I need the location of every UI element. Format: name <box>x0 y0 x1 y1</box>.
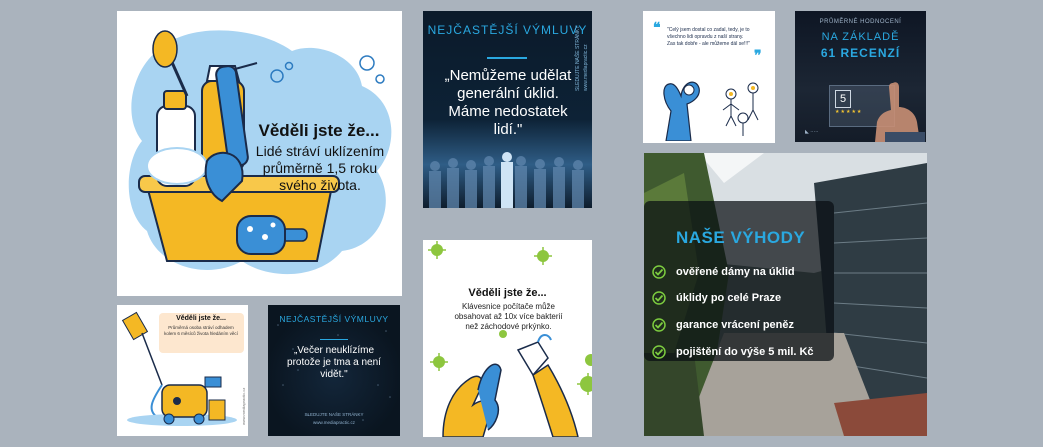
footer-url: www.mediapractic.cz <box>312 420 355 425</box>
advantage-item: garance vrácení peněz <box>676 319 795 331</box>
cleaning-bottle-icon <box>205 377 221 387</box>
advantages-title: NAŠE VÝHODY <box>676 228 806 247</box>
side-url: www.mediapractic.cz <box>241 387 246 425</box>
advantage-item: úklidy po celé Praze <box>676 292 782 304</box>
excuses-heading: NEJČASTĚJŠÍ VÝMLUVY <box>279 314 389 324</box>
fact-body: Průměrná osoba stráví odhadem kolem 6 měsíců života hledáním věcí <box>164 325 238 336</box>
crowd-silhouette <box>423 151 592 208</box>
quote-open-icon: ❝ <box>653 19 661 35</box>
advantage-item: ověřené dámy na úklid <box>676 266 795 278</box>
glove-icon <box>533 365 578 437</box>
tile-vacuum-fact[interactable] <box>117 305 248 436</box>
side-url: www.mediapractic.cz <box>583 44 589 91</box>
quote-close-icon: ❞ <box>754 47 762 63</box>
footer-follow: SLEDUJTE NAŠE STRÁNKY <box>304 412 364 417</box>
excuses-quote: „Večer neuklízíme protože je tma a není vidět." <box>287 345 381 380</box>
brush-icon <box>153 31 177 67</box>
stick-figures-icon <box>723 83 758 136</box>
check-icon <box>652 291 666 305</box>
ok-hand-illustration <box>651 66 771 141</box>
testimonial-quote: "Celý jsem dostal co zadal, tedy, je to všechno lidi opravdu z naší strany. Zas tak dobře - ale můžeme dál se!!!" <box>667 27 750 47</box>
sponge-icon <box>237 216 285 254</box>
fact-body: Klávesnice počítače může obsahovat až 10x více bakterií než záchodové prkýnko. <box>454 302 563 331</box>
vacuum-illustration <box>117 305 248 436</box>
advantages-panel <box>644 201 834 361</box>
fact-body: Lidé stráví uklízením průměrně 1,5 roku svého života. <box>255 143 385 193</box>
fact-heading: Věděli jste že... <box>468 287 547 299</box>
advantage-item: pojištění do výše 5 mil. Kč <box>676 346 814 358</box>
bubble-icon <box>360 56 374 70</box>
tile-testimonial[interactable] <box>643 11 775 143</box>
divider <box>487 57 527 59</box>
reviews-line1: PRŮMĚRNÉ HODNOCENÍ <box>819 19 902 25</box>
fact-heading: Věděli jste že... <box>258 121 380 140</box>
tile-advantages[interactable] <box>644 153 927 436</box>
tile-reviews[interactable] <box>795 11 926 142</box>
brand-logo-icon: ◣ ····· <box>805 129 819 135</box>
vacuum-hose <box>142 333 162 385</box>
divider <box>320 339 348 340</box>
excuses-quote: „Nemůžeme udělat generální úklid. Máme nedostatek lidí." <box>444 67 572 138</box>
foam-icon <box>147 148 207 184</box>
check-icon <box>652 318 666 332</box>
reviews-line2: NA ZÁKLADĚ <box>821 31 900 43</box>
tile-cleaning-fact[interactable] <box>117 11 402 296</box>
check-icon <box>652 265 666 279</box>
check-icon <box>652 345 666 359</box>
vacuum-icon <box>162 385 207 417</box>
side-text: SLEDUJTE NAŠE STRÁNKY <box>575 25 581 91</box>
star-rating: ★★★★★ <box>835 109 863 115</box>
excuses-heading: NEJČASTĚJŠÍ VÝMLUVY <box>427 23 588 37</box>
reviews-line3: 61 RECENZÍ <box>820 46 901 60</box>
hand-pointing-icon <box>865 77 925 142</box>
fact-heading: Věděli jste že... <box>176 315 226 322</box>
bubble-icon <box>376 75 384 83</box>
score-value: 5 <box>835 90 851 108</box>
tile-excuses-large[interactable] <box>423 11 592 208</box>
tile-bacteria-fact[interactable] <box>423 240 592 437</box>
tile-excuses-small[interactable] <box>268 305 400 436</box>
germs-illustration <box>423 240 592 437</box>
